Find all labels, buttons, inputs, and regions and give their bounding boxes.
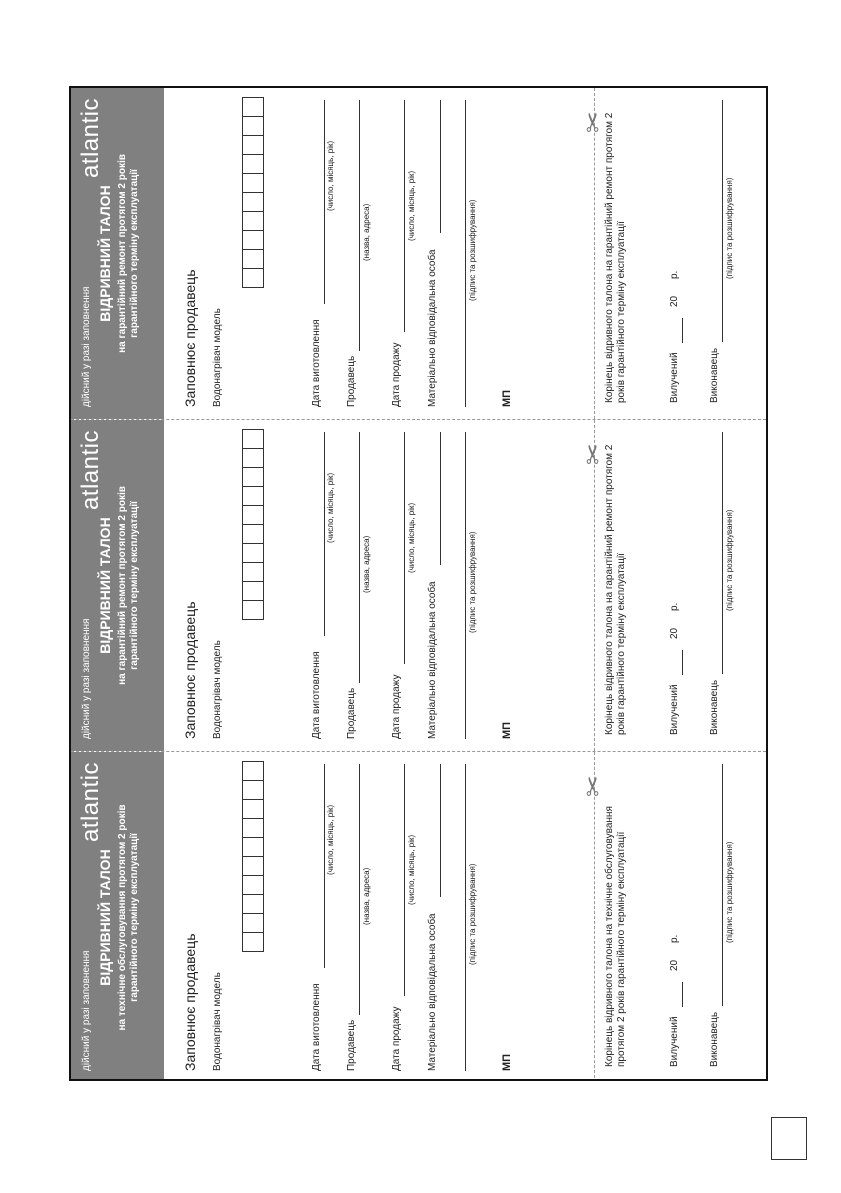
performer-caption: (підпис та розшифрування): [725, 177, 734, 279]
model-char-box[interactable]: [242, 154, 264, 174]
sale-date-label: Дата продажу: [391, 674, 402, 739]
coupon-header: [71, 88, 164, 419]
performer-label: Виконавець: [709, 679, 720, 735]
sale-date-caption: (число, місяць, рік): [407, 502, 416, 573]
model-char-box[interactable]: [242, 429, 264, 449]
removed-label: Вилучений: [669, 1016, 680, 1067]
signature-line[interactable]: [465, 100, 466, 407]
performer-line[interactable]: [722, 100, 723, 342]
atlantic-logo: atlantic: [77, 430, 104, 511]
seller-fills-heading: Заповнює продавець: [182, 269, 198, 407]
seller-label: Продавець: [346, 1019, 357, 1071]
model-char-box[interactable]: [242, 932, 264, 952]
coupon-content: [71, 88, 766, 419]
model-char-box[interactable]: [242, 97, 264, 117]
coupon-pages: [71, 88, 766, 1079]
coupon-content: [71, 420, 766, 751]
model-char-box[interactable]: [242, 249, 264, 269]
performer-caption: (підпис та розшифрування): [725, 509, 734, 611]
scissors-icon: ✂: [578, 111, 608, 133]
scissors-icon: ✂: [578, 775, 608, 797]
manufacture-date-caption: (число, місяць, рік): [326, 472, 335, 543]
seller-caption: (назва, адреса): [362, 203, 371, 261]
removed-label: Вилучений: [669, 352, 680, 403]
atlantic-logo: atlantic: [77, 762, 104, 843]
responsible-person-label: Матеріально відповідальна особа: [427, 581, 438, 739]
sale-date-line[interactable]: [404, 100, 405, 332]
seller-caption: (назва, адреса): [362, 535, 371, 593]
model-char-box[interactable]: [242, 837, 264, 857]
model-char-box[interactable]: [242, 467, 264, 487]
model-char-box[interactable]: [242, 135, 264, 155]
stub-text: Корінець відривного талона на технічне обслуговування протягом 2 років гарантійного терміну експлуатації: [604, 806, 627, 1067]
model-char-box[interactable]: [242, 818, 264, 838]
responsible-person-label: Матеріально відповідальна особа: [427, 249, 438, 407]
model-char-box[interactable]: [242, 268, 264, 288]
coupon-header: [71, 752, 164, 1081]
seller-fills-heading: Заповнює продавець: [182, 933, 198, 1071]
removed-day-line[interactable]: [682, 318, 683, 343]
signature-line[interactable]: [465, 432, 466, 739]
subtitle-line-1: на гарантійний ремонт протягом 2 років: [117, 486, 128, 685]
model-char-box[interactable]: [242, 173, 264, 193]
subtitle-line-2: гарантійного терміну експлуатації: [129, 833, 140, 1002]
manufacture-date-label: Дата виготовлення: [311, 319, 322, 407]
model-char-box[interactable]: [242, 116, 264, 136]
sale-date-caption: (число, місяць, рік): [407, 170, 416, 241]
signature-caption: (підпис та розшифрування): [468, 863, 477, 965]
removed-day-line[interactable]: [682, 650, 683, 675]
warranty-coupon-sheet: [69, 86, 768, 1081]
warranty-coupon: [71, 420, 766, 751]
responsible-person-line[interactable]: [440, 432, 441, 565]
stub-text: Корінець відривного талона на гарантійний ремонт протягом 2 років гарантійного терміну експлуатації: [604, 444, 627, 735]
seller-line[interactable]: [359, 764, 360, 1015]
coupon-title: ВІДРИВНИЙ ТАЛОН: [97, 185, 113, 322]
year-prefix: 20: [669, 959, 680, 971]
subtitle-line-1: на технічне обслуговування протягом 2 років: [117, 804, 128, 1031]
coupon-subtitle: [117, 430, 141, 741]
removed-label: Вилучений: [669, 684, 680, 735]
model-char-box[interactable]: [242, 761, 264, 781]
model-char-box[interactable]: [242, 581, 264, 601]
coupon-subtitle: [117, 98, 141, 409]
manufacture-date-label: Дата виготовлення: [311, 983, 322, 1071]
seller-label: Продавець: [346, 687, 357, 739]
model-number-boxes[interactable]: [242, 761, 264, 951]
stamp-mark: МП: [501, 1053, 513, 1071]
manufacture-date-line[interactable]: [324, 764, 325, 968]
manufacture-date-line[interactable]: [324, 432, 325, 636]
coupon-title: ВІДРИВНИЙ ТАЛОН: [97, 849, 113, 986]
responsible-person-label: Матеріально відповідальна особа: [427, 913, 438, 1071]
seller-fills-heading: Заповнює продавець: [182, 601, 198, 739]
stamp-mark: МП: [501, 389, 513, 407]
tear-line: [594, 88, 595, 419]
seller-line[interactable]: [359, 100, 360, 351]
responsible-person-line[interactable]: [440, 100, 441, 233]
valid-note: дійсний у разі заповнення: [81, 286, 92, 407]
sale-date-caption: (число, місяць, рік): [407, 834, 416, 905]
subtitle-line-2: гарантійного терміну експлуатації: [129, 501, 140, 670]
sale-date-label: Дата продажу: [391, 1006, 402, 1071]
subtitle-line-2: гарантійного терміну експлуатації: [129, 169, 140, 338]
coupon-header: [71, 420, 164, 751]
tear-line: [594, 420, 595, 751]
sale-date-line[interactable]: [404, 764, 405, 996]
model-char-box[interactable]: [242, 230, 264, 250]
model-char-box[interactable]: [242, 543, 264, 563]
warranty-coupon: [71, 88, 766, 419]
signature-caption: (підпис та розшифрування): [468, 531, 477, 633]
performer-caption: (підпис та розшифрування): [725, 841, 734, 943]
model-char-box[interactable]: [242, 780, 264, 800]
model-char-box[interactable]: [242, 486, 264, 506]
model-char-box[interactable]: [242, 192, 264, 212]
coupon-title: ВІДРИВНИЙ ТАЛОН: [97, 517, 113, 654]
seller-label: Продавець: [346, 355, 357, 407]
manufacture-date-caption: (число, місяць, рік): [326, 140, 335, 211]
scissors-icon: ✂: [578, 443, 608, 465]
removed-day-line[interactable]: [682, 982, 683, 1007]
atlantic-logo: atlantic: [77, 98, 104, 179]
manufacture-date-caption: (число, місяць, рік): [326, 804, 335, 875]
year-prefix: 20: [669, 295, 680, 307]
signature-line[interactable]: [465, 764, 466, 1071]
model-char-box[interactable]: [242, 875, 264, 895]
model-number-boxes[interactable]: [242, 97, 264, 287]
model-char-box[interactable]: [242, 913, 264, 933]
subtitle-line-1: на гарантійний ремонт протягом 2 років: [117, 154, 128, 353]
model-label: Водонагрівач модель: [212, 972, 223, 1071]
valid-note: дійсний у разі заповнення: [81, 950, 92, 1071]
manufacture-date-line[interactable]: [324, 100, 325, 304]
model-char-box[interactable]: [242, 448, 264, 468]
model-char-box[interactable]: [242, 211, 264, 231]
seller-caption: (назва, адреса): [362, 867, 371, 925]
model-label: Водонагрівач модель: [212, 308, 223, 407]
year-suffix: р.: [669, 934, 680, 943]
performer-label: Виконавець: [709, 347, 720, 403]
manufacture-date-label: Дата виготовлення: [311, 651, 322, 739]
seller-line[interactable]: [359, 432, 360, 683]
model-char-box[interactable]: [242, 856, 264, 876]
model-char-box[interactable]: [242, 505, 264, 525]
sale-date-line[interactable]: [404, 432, 405, 664]
performer-line[interactable]: [722, 764, 723, 1006]
model-char-box[interactable]: [242, 894, 264, 914]
model-char-box[interactable]: [242, 799, 264, 819]
stub-text: Корінець відривного талона на гарантійний ремонт протягом 2 років гарантійного терміну експлуатації: [604, 112, 627, 403]
model-char-box[interactable]: [242, 524, 264, 544]
warranty-coupon: [71, 752, 766, 1081]
year-prefix: 20: [669, 627, 680, 639]
performer-label: Виконавець: [709, 1011, 720, 1067]
page-corner-box: [771, 1117, 807, 1160]
coupon-content: [71, 752, 766, 1081]
model-label: Водонагрівач модель: [212, 640, 223, 739]
year-suffix: р.: [669, 270, 680, 279]
year-suffix: р.: [669, 602, 680, 611]
sale-date-label: Дата продажу: [391, 342, 402, 407]
performer-line[interactable]: [722, 432, 723, 674]
model-char-box[interactable]: [242, 562, 264, 582]
model-number-boxes[interactable]: [242, 429, 264, 619]
stamp-mark: МП: [501, 721, 513, 739]
model-char-box[interactable]: [242, 600, 264, 620]
signature-caption: (підпис та розшифрування): [468, 199, 477, 301]
coupon-subtitle: [117, 762, 141, 1073]
tear-line: [594, 752, 595, 1081]
valid-note: дійсний у разі заповнення: [81, 618, 92, 739]
responsible-person-line[interactable]: [440, 764, 441, 897]
